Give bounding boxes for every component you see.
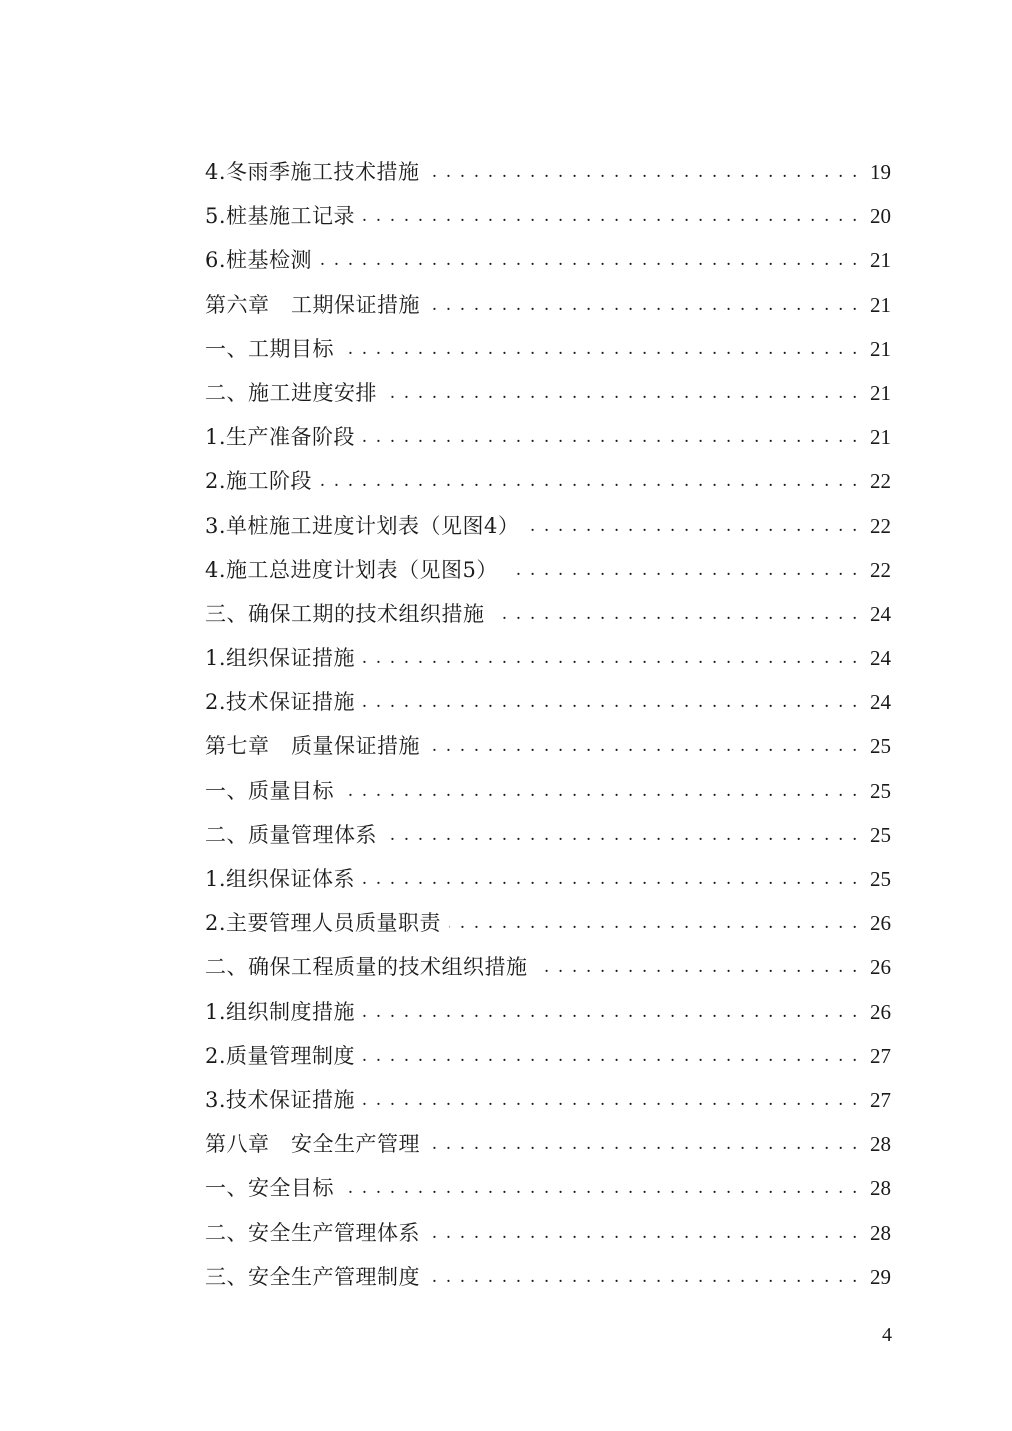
toc-dot-leader — [363, 415, 859, 459]
toc-entry-page: 24 — [870, 646, 891, 671]
toc-entry-title: 1.组织制度措施 — [205, 999, 356, 1024]
toc-entry-title: 2.技术保证措施 — [205, 690, 356, 715]
toc-dot-leader — [363, 990, 859, 1034]
toc-dot-leader — [363, 194, 859, 238]
toc-dot-leader — [320, 459, 859, 503]
toc-entry-page: 26 — [870, 911, 891, 936]
toc-entry-page: 21 — [870, 380, 891, 405]
toc-dot-leader — [428, 1255, 859, 1299]
toc-entry-title: 3.技术保证措施 — [205, 1087, 356, 1112]
toc-entry-page: 27 — [870, 1043, 891, 1068]
toc-entry-title: 三、确保工期的技术组织措施 — [205, 601, 485, 626]
toc-entry[interactable] — [205, 327, 891, 371]
toc-entry-title: 4.冬雨季施工技术措施 — [205, 160, 420, 184]
toc-dot-leader — [363, 857, 859, 901]
toc-entry[interactable] — [205, 194, 891, 238]
toc-entry-title: 2.主要管理人员质量职责 — [205, 911, 442, 936]
toc-dot-leader — [385, 813, 859, 857]
toc-entry[interactable] — [205, 371, 891, 415]
toc-entry-page: 29 — [870, 1264, 891, 1289]
toc-entry-title: 二、安全生产管理体系 — [205, 1220, 420, 1245]
toc-entry[interactable] — [205, 459, 891, 503]
toc-dot-leader — [428, 1122, 859, 1166]
table-of-contents — [205, 150, 891, 1299]
toc-entry[interactable] — [205, 283, 891, 327]
toc-entry-title: 第六章 工期保证措施 — [205, 292, 420, 317]
toc-entry-page: 28 — [870, 1220, 891, 1245]
toc-entry-page: 22 — [870, 469, 891, 494]
toc-entry-page: 24 — [870, 690, 891, 715]
toc-entry-title: 一、工期目标 — [205, 336, 334, 361]
toc-dot-leader — [385, 371, 859, 415]
toc-entry[interactable] — [205, 504, 891, 548]
toc-dot-leader — [449, 901, 859, 945]
toc-entry-title: 1.组织保证措施 — [205, 646, 356, 671]
toc-entry-page: 27 — [870, 1087, 891, 1112]
toc-entry-title: 1.组织保证体系 — [205, 867, 356, 891]
toc-entry[interactable] — [205, 813, 891, 857]
toc-dot-leader — [493, 592, 860, 636]
toc-entry-title: 1.生产准备阶段 — [205, 425, 356, 450]
toc-entry-page: 22 — [870, 557, 891, 582]
toc-entry-page: 21 — [870, 336, 891, 361]
toc-entry-page: 28 — [870, 1132, 891, 1157]
toc-entry[interactable] — [205, 901, 891, 945]
toc-entry[interactable] — [205, 238, 891, 282]
toc-dot-leader — [320, 238, 859, 282]
toc-entry-title: 第七章 质量保证措施 — [205, 734, 420, 759]
toc-entry-title: 三、安全生产管理制度 — [205, 1264, 420, 1289]
toc-entry-title: 2.质量管理制度 — [205, 1043, 356, 1068]
toc-entry[interactable] — [205, 592, 891, 636]
toc-entry[interactable] — [205, 990, 891, 1034]
toc-entry-page: 21 — [870, 292, 891, 317]
toc-entry[interactable] — [205, 1078, 891, 1122]
toc-dot-leader — [506, 548, 859, 592]
toc-entry-page: 21 — [870, 425, 891, 450]
toc-entry[interactable] — [205, 1166, 891, 1210]
toc-dot-leader — [363, 636, 859, 680]
toc-entry[interactable] — [205, 945, 891, 989]
toc-entry-page: 24 — [870, 601, 891, 626]
toc-entry[interactable] — [205, 724, 891, 768]
toc-dot-leader — [527, 504, 859, 548]
toc-dot-leader — [536, 945, 860, 989]
toc-dot-leader — [428, 150, 859, 194]
toc-dot-leader — [342, 1166, 859, 1210]
toc-entry-page: 26 — [870, 999, 891, 1024]
toc-entry[interactable] — [205, 150, 891, 194]
toc-entry-page: 20 — [870, 204, 891, 229]
toc-entry[interactable] — [205, 769, 891, 813]
toc-entry-page: 25 — [870, 778, 891, 803]
toc-entry-title: 二、施工进度安排 — [205, 380, 377, 405]
toc-entry-title: 一、质量目标 — [205, 778, 334, 803]
toc-entry-page: 19 — [870, 160, 891, 184]
toc-dot-leader — [342, 327, 859, 371]
toc-entry-page: 28 — [870, 1176, 891, 1201]
toc-entry[interactable] — [205, 1122, 891, 1166]
toc-entry[interactable] — [205, 680, 891, 724]
toc-entry[interactable] — [205, 1211, 891, 1255]
toc-dot-leader — [363, 1034, 859, 1078]
toc-entry-title: 第八章 安全生产管理 — [205, 1132, 420, 1157]
toc-entry-page: 25 — [870, 734, 891, 759]
toc-entry-page: 22 — [870, 513, 891, 538]
toc-entry-title: 二、确保工程质量的技术组织措施 — [205, 955, 528, 980]
toc-entry-title: 二、质量管理体系 — [205, 822, 377, 847]
toc-entry[interactable] — [205, 548, 891, 592]
toc-entry[interactable] — [205, 636, 891, 680]
toc-entry-title: 3.单桩施工进度计划表（见图4） — [205, 513, 520, 538]
toc-entry-page: 21 — [870, 248, 891, 273]
toc-dot-leader — [342, 769, 859, 813]
toc-dot-leader — [428, 724, 859, 768]
toc-entry-page: 26 — [870, 955, 891, 980]
toc-entry[interactable] — [205, 1255, 891, 1299]
page-number: 4 — [882, 1324, 892, 1346]
toc-entry-page: 25 — [870, 822, 891, 847]
toc-dot-leader — [363, 1078, 859, 1122]
toc-dot-leader — [428, 283, 859, 327]
toc-entry-title: 2.施工阶段 — [205, 469, 313, 494]
toc-entry-title: 4.施工总进度计划表（见图5） — [205, 557, 498, 582]
toc-entry-title: 一、安全目标 — [205, 1176, 334, 1201]
toc-entry[interactable] — [205, 857, 891, 901]
toc-entry[interactable] — [205, 415, 891, 459]
toc-dot-leader — [363, 680, 859, 724]
toc-entry-title: 6.桩基检测 — [205, 248, 313, 273]
toc-entry[interactable] — [205, 1034, 891, 1078]
toc-dot-leader — [428, 1211, 859, 1255]
toc-entry-page: 25 — [870, 867, 891, 891]
toc-entry-title: 5.桩基施工记录 — [205, 204, 356, 229]
